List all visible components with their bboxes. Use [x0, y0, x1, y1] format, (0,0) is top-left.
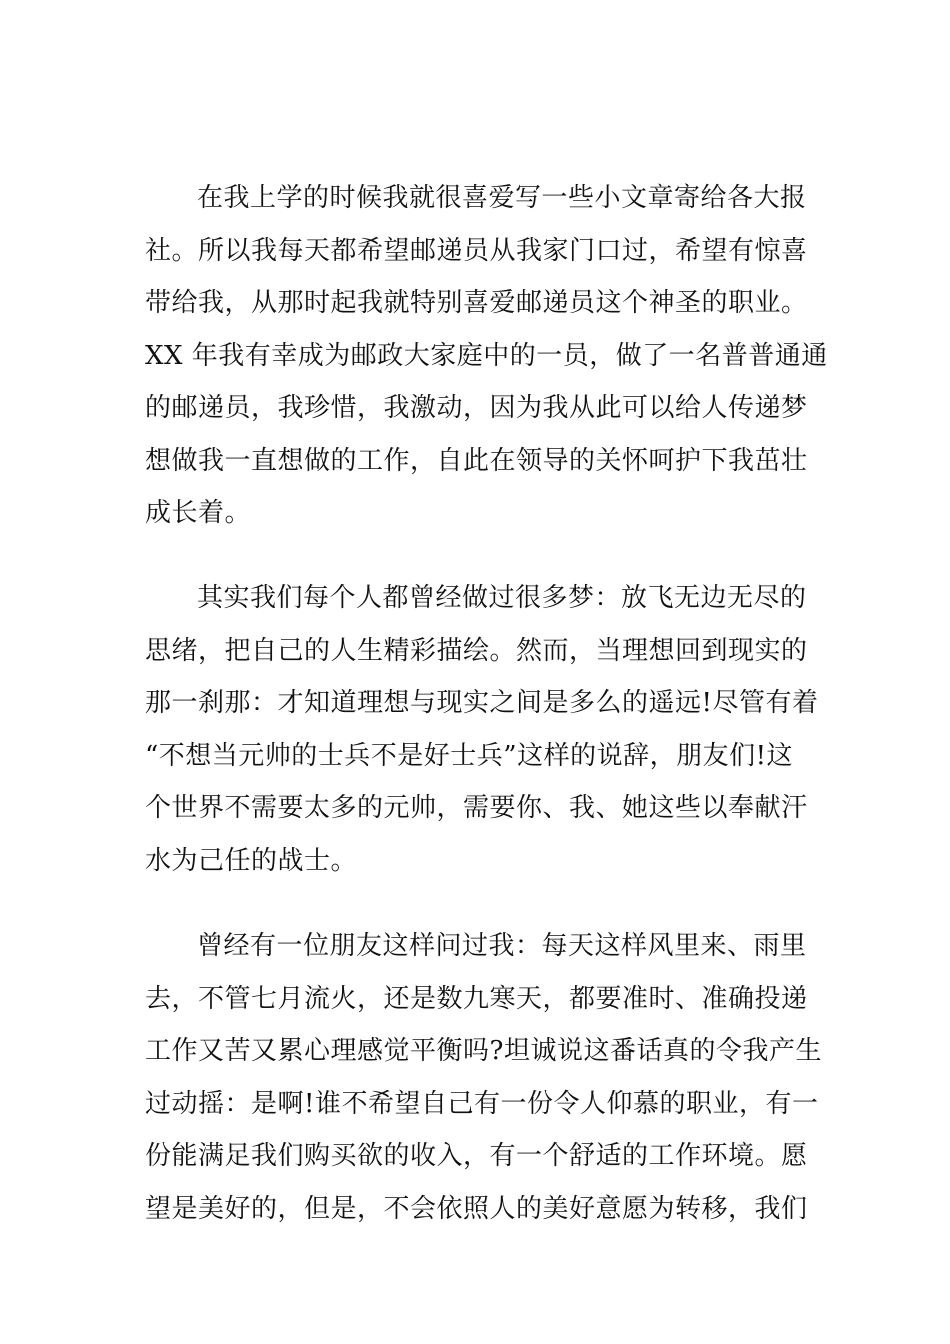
text-line: XX 年我有幸成为邮政大家庭中的一员，做了一名普普通通: [145, 340, 828, 371]
text-line: 份能满足我们购买欲的收入，有一个舒适的工作环境。愿: [145, 1141, 808, 1171]
text-line: 成长着。: [145, 498, 252, 528]
text-line: 思绪，把自己的人生精彩描绘。然而，当理想回到现实的: [145, 635, 808, 666]
text-line: 的邮递员，我珍惜，我激动，因为我从此可以给人传递梦: [145, 393, 808, 423]
paragraph-1: [145, 172, 828, 540]
text-line: 在我上学的时候我就很喜爱写一些小文章寄给各大报: [197, 183, 807, 213]
text-line: 去，不管七月流火，还是数九寒天，都要准时、准确投递: [145, 983, 808, 1014]
text-line: 过动摇：是啊!谁不希望自己有一份令人仰慕的职业，有一: [145, 1088, 819, 1119]
text-line: 带给我，从那时起我就特别喜爱邮递员这个神圣的职业。: [145, 288, 808, 318]
text-line: 曾经有一位朋友这样问过我：每天这样风里来、雨里: [197, 931, 807, 961]
text-line: 个世界不需要太多的元帅，需要你、我、她这些以奉献汗: [145, 793, 808, 823]
text-line: “不想当元帅的士兵不是好士兵”这样的说辞，朋友们!这: [145, 740, 794, 771]
text-line: 社。所以我每天都希望邮递员从我家门口过，希望有惊喜: [145, 235, 808, 266]
text-line: 其实我们每个人都曾经做过很多梦：放飞无边无尽的: [197, 583, 807, 613]
paragraph-3: [145, 920, 822, 1235]
text-line: 想做我一直想做的工作，自此在领导的关怀呵护下我茁壮: [145, 445, 808, 476]
text-line: 那一刹那：才知道理想与现实之间是多么的遥远!尽管有着: [145, 688, 819, 718]
paragraph-2: [145, 572, 819, 887]
text-line: 工作又苦又累心理感觉平衡吗?坦诚说这番话真的令我产生: [145, 1036, 822, 1066]
text-line: 望是美好的，但是，不会依照人的美好意愿为转移，我们: [145, 1193, 808, 1224]
text-line: 水为己任的战士。: [145, 845, 358, 876]
